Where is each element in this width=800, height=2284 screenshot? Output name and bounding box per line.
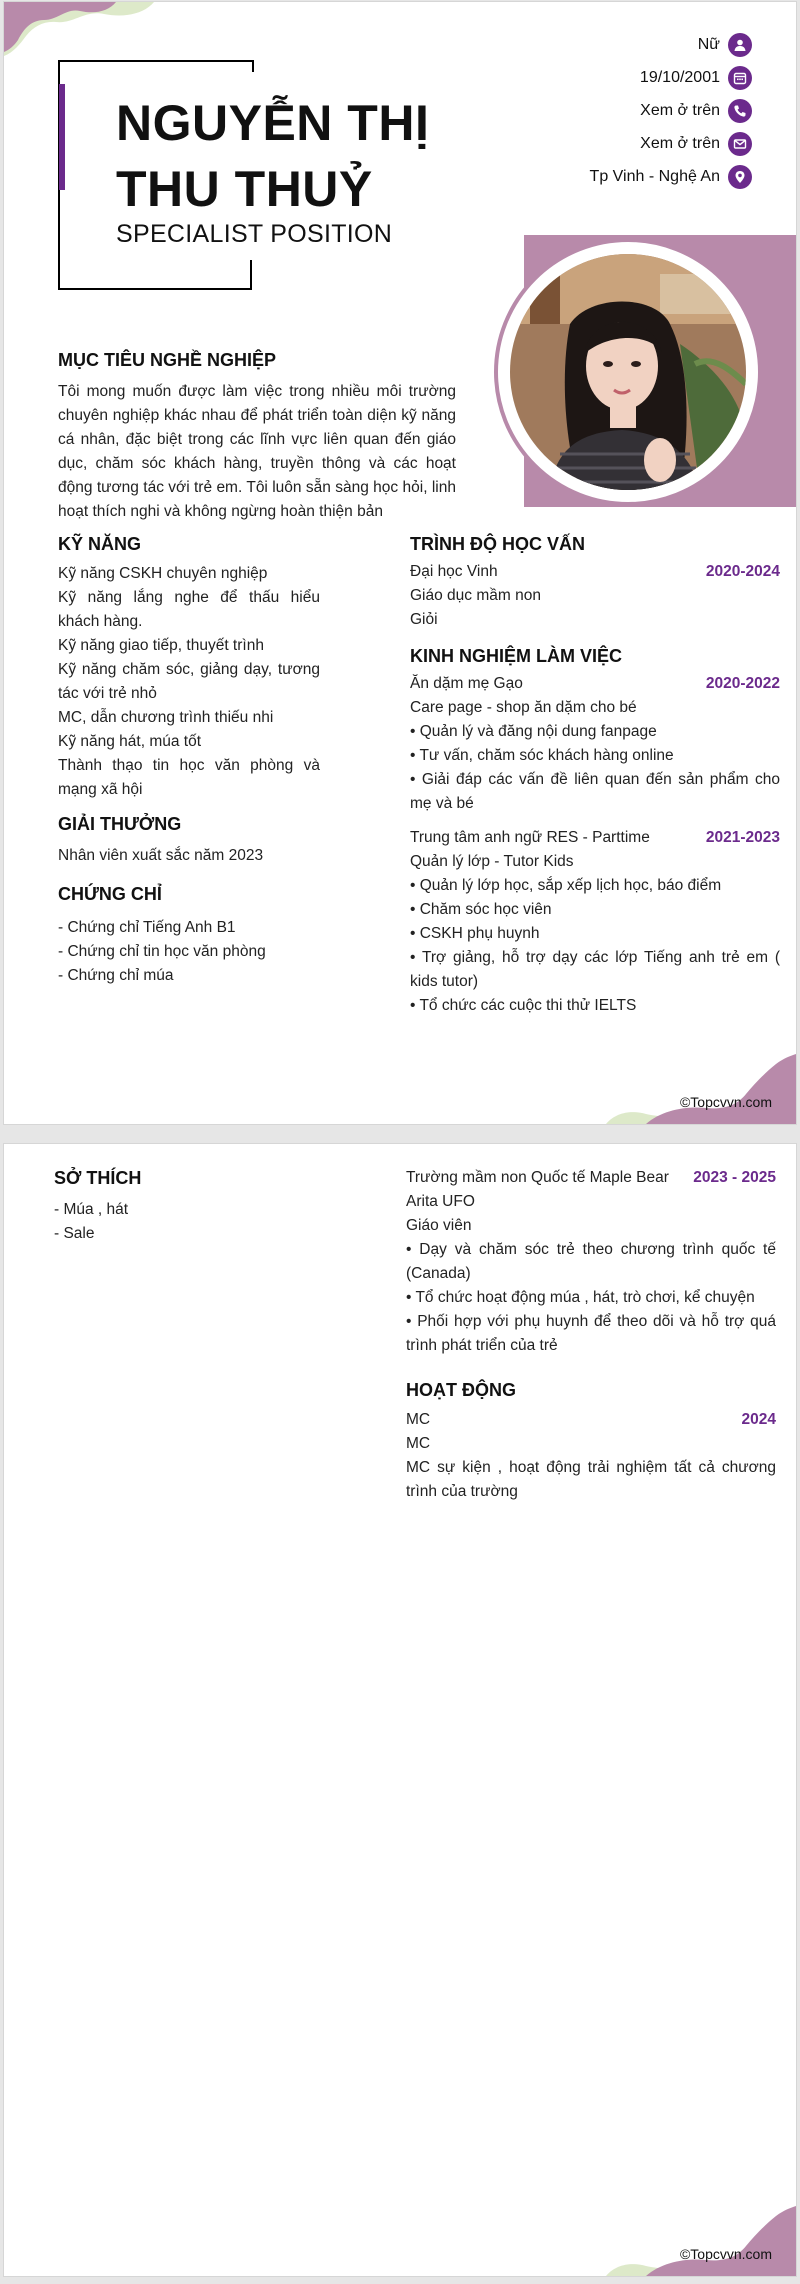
- contact-gender: [590, 28, 752, 61]
- job-role: Care page - shop ăn dặm cho bé: [410, 699, 637, 716]
- job-details: [410, 850, 780, 1018]
- mail-icon: [728, 132, 752, 156]
- objective-title: MỤC TIÊU NGHỀ NGHIỆP: [58, 350, 277, 370]
- job-duty: • Chăm sóc học viên: [410, 901, 552, 918]
- job-years: 2020-2022: [705, 675, 780, 692]
- contact-email: [590, 127, 752, 160]
- contact-location: [590, 160, 752, 193]
- hobby-item: - Múa , hát: [54, 1201, 129, 1218]
- job-details: [410, 696, 780, 816]
- hobby-item: - Sale: [54, 1225, 95, 1242]
- skill-item: Kỹ năng chăm sóc, giảng dạy, tương tác với trẻ nhỏ: [58, 661, 320, 702]
- job-header: [410, 672, 780, 696]
- job-duty: • Giải đáp các vấn đề liên quan đến sản phẩm cho mẹ và bé: [410, 771, 780, 812]
- job-role: Quản lý lớp - Tutor Kids: [410, 853, 574, 870]
- contact-list: [590, 28, 752, 193]
- job-details: [406, 1214, 776, 1358]
- cv-page-2: [4, 1144, 796, 2276]
- education-row: [410, 560, 780, 584]
- skill-item: Kỹ năng lắng nghe để thấu hiểu khách hàng.: [58, 589, 320, 630]
- job-duty: • Phối hợp với phụ huynh để theo dõi và hỗ trợ quá trình phát triển của trẻ: [406, 1313, 776, 1354]
- job-company: Trường mầm non Quốc tế Maple Bear Arita UFO: [406, 1169, 669, 1210]
- contact-phone-text: Xem ở trên: [640, 101, 720, 119]
- job-company: Ăn dặm mẹ Gạo: [410, 675, 523, 692]
- education-school: Đại học Vinh: [410, 563, 498, 580]
- skill-item: Kỹ năng hát, múa tốt: [58, 733, 202, 750]
- education-grade: Giỏi: [410, 611, 438, 628]
- job-header: [406, 1166, 776, 1214]
- contact-gender-text: Nữ: [697, 35, 720, 53]
- objective-text: Tôi mong muốn được làm việc trong nhiều môi trường chuyên nghiệp khác nhau để phát triển toàn diện kỹ năng cá nhân, đặc biệt trong các lĩnh vực liên quan đến giáo dục, chăm sóc khách hàng, truyền thông và các hoạt động tương tác với trẻ em. Tôi luôn sẵn sàng học hỏi, linh hoạt thích nghi và không ngừng hoàn thiện bản: [58, 383, 456, 520]
- activity-details: [406, 1432, 776, 1504]
- hobbies-list: [54, 1198, 316, 1246]
- job-duty: • CSKH phụ huynh: [410, 925, 540, 942]
- calendar-icon: [728, 66, 752, 90]
- job-duty: • Tổ chức hoạt động múa , hát, trò chơi, kể chuyện: [406, 1289, 755, 1306]
- education-major: Giáo dục mầm non: [410, 587, 541, 604]
- job-role: Giáo viên: [406, 1217, 472, 1234]
- activity-years: 2024: [741, 1411, 776, 1428]
- job-duty: • Tổ chức các cuộc thi thử IELTS: [410, 997, 637, 1014]
- job-duty: • Tư vấn, chăm sóc khách hàng online: [410, 747, 674, 764]
- decorative-wave-top-left: [4, 2, 164, 62]
- certificate-item: - Chứng chỉ múa: [58, 967, 174, 984]
- education-details: [410, 584, 780, 632]
- awards-list: [58, 844, 320, 868]
- location-icon: [728, 165, 752, 189]
- profile-photo: [510, 254, 746, 490]
- experience-title: KINH NGHIỆM LÀM VIỆC: [410, 646, 623, 666]
- decorative-wave-bottom-right: [606, 2206, 796, 2276]
- candidate-name: NGUYỄN THỊ THU THUỶ: [116, 95, 430, 217]
- contact-birthday-text: 19/10/2001: [639, 68, 720, 86]
- phone-icon: [728, 99, 752, 123]
- job-duty: • Quản lý và đăng nội dung fanpage: [410, 723, 657, 740]
- skills-title: KỸ NĂNG: [58, 534, 142, 554]
- activity-header: [406, 1408, 776, 1432]
- award-item: Nhân viên xuất sắc năm 2023: [58, 847, 264, 864]
- job-duty: • Trợ giảng, hỗ trợ dạy các lớp Tiếng anh trẻ em ( kids tutor): [410, 949, 780, 990]
- contact-email-text: Xem ở trên: [640, 134, 720, 152]
- contact-birthday: [590, 61, 752, 94]
- skill-item: MC, dẫn chương trình thiếu nhi: [58, 709, 274, 726]
- certificate-item: - Chứng chỉ tin học văn phòng: [58, 943, 266, 960]
- frame-line-top: [58, 60, 254, 62]
- user-icon: [728, 33, 752, 57]
- skill-item: Thành thạo tin học văn phòng và mạng xã hội: [58, 757, 320, 798]
- awards-title: GIẢI THƯỞNG: [58, 814, 182, 834]
- activity-role: MC: [406, 1435, 431, 1452]
- footer-credit: ©Topcvvn.com: [679, 1094, 772, 1110]
- skills-list: [58, 562, 320, 802]
- education-years: 2020-2024: [705, 563, 780, 580]
- skill-item: Kỹ năng giao tiếp, thuyết trình: [58, 637, 264, 654]
- hobbies-title: SỞ THÍCH: [54, 1168, 142, 1188]
- frame-tick-top: [252, 60, 254, 72]
- job-years: 2021-2023: [705, 829, 780, 846]
- decorative-wave-bottom-right: [606, 1054, 796, 1124]
- activity-name: MC: [406, 1411, 431, 1428]
- accent-bar: [59, 84, 65, 190]
- frame-line-bottom: [58, 288, 252, 290]
- cv-page-1: [4, 2, 796, 1124]
- job-duty: • Quản lý lớp học, sắp xếp lịch học, báo điểm: [410, 877, 722, 894]
- education-title: TRÌNH ĐỘ HỌC VẤN: [410, 534, 585, 554]
- job-years: 2023 - 2025: [693, 1169, 776, 1186]
- candidate-position: SPECIALIST POSITION: [116, 220, 393, 248]
- activities-title: HOẠT ĐỘNG: [406, 1380, 516, 1400]
- frame-tick-bottom: [250, 260, 252, 290]
- certificates-list: [58, 916, 320, 988]
- contact-location-text: Tp Vinh - Nghệ An: [589, 167, 720, 185]
- skill-item: Kỹ năng CSKH chuyên nghiệp: [58, 565, 268, 582]
- job-company: Trung tâm anh ngữ RES - Parttime: [410, 829, 650, 846]
- certificates-title: CHỨNG CHỈ: [58, 884, 162, 904]
- footer-credit: ©Topcvvn.com: [679, 2246, 772, 2262]
- job-header: [410, 826, 780, 850]
- job-duty: • Dạy và chăm sóc trẻ theo chương trình quốc tế (Canada): [406, 1241, 776, 1282]
- certificate-item: - Chứng chỉ Tiếng Anh B1: [58, 919, 236, 936]
- contact-phone: [590, 94, 752, 127]
- activity-desc: MC sự kiện , hoạt động trải nghiệm tất cả chương trình của trường: [406, 1459, 776, 1500]
